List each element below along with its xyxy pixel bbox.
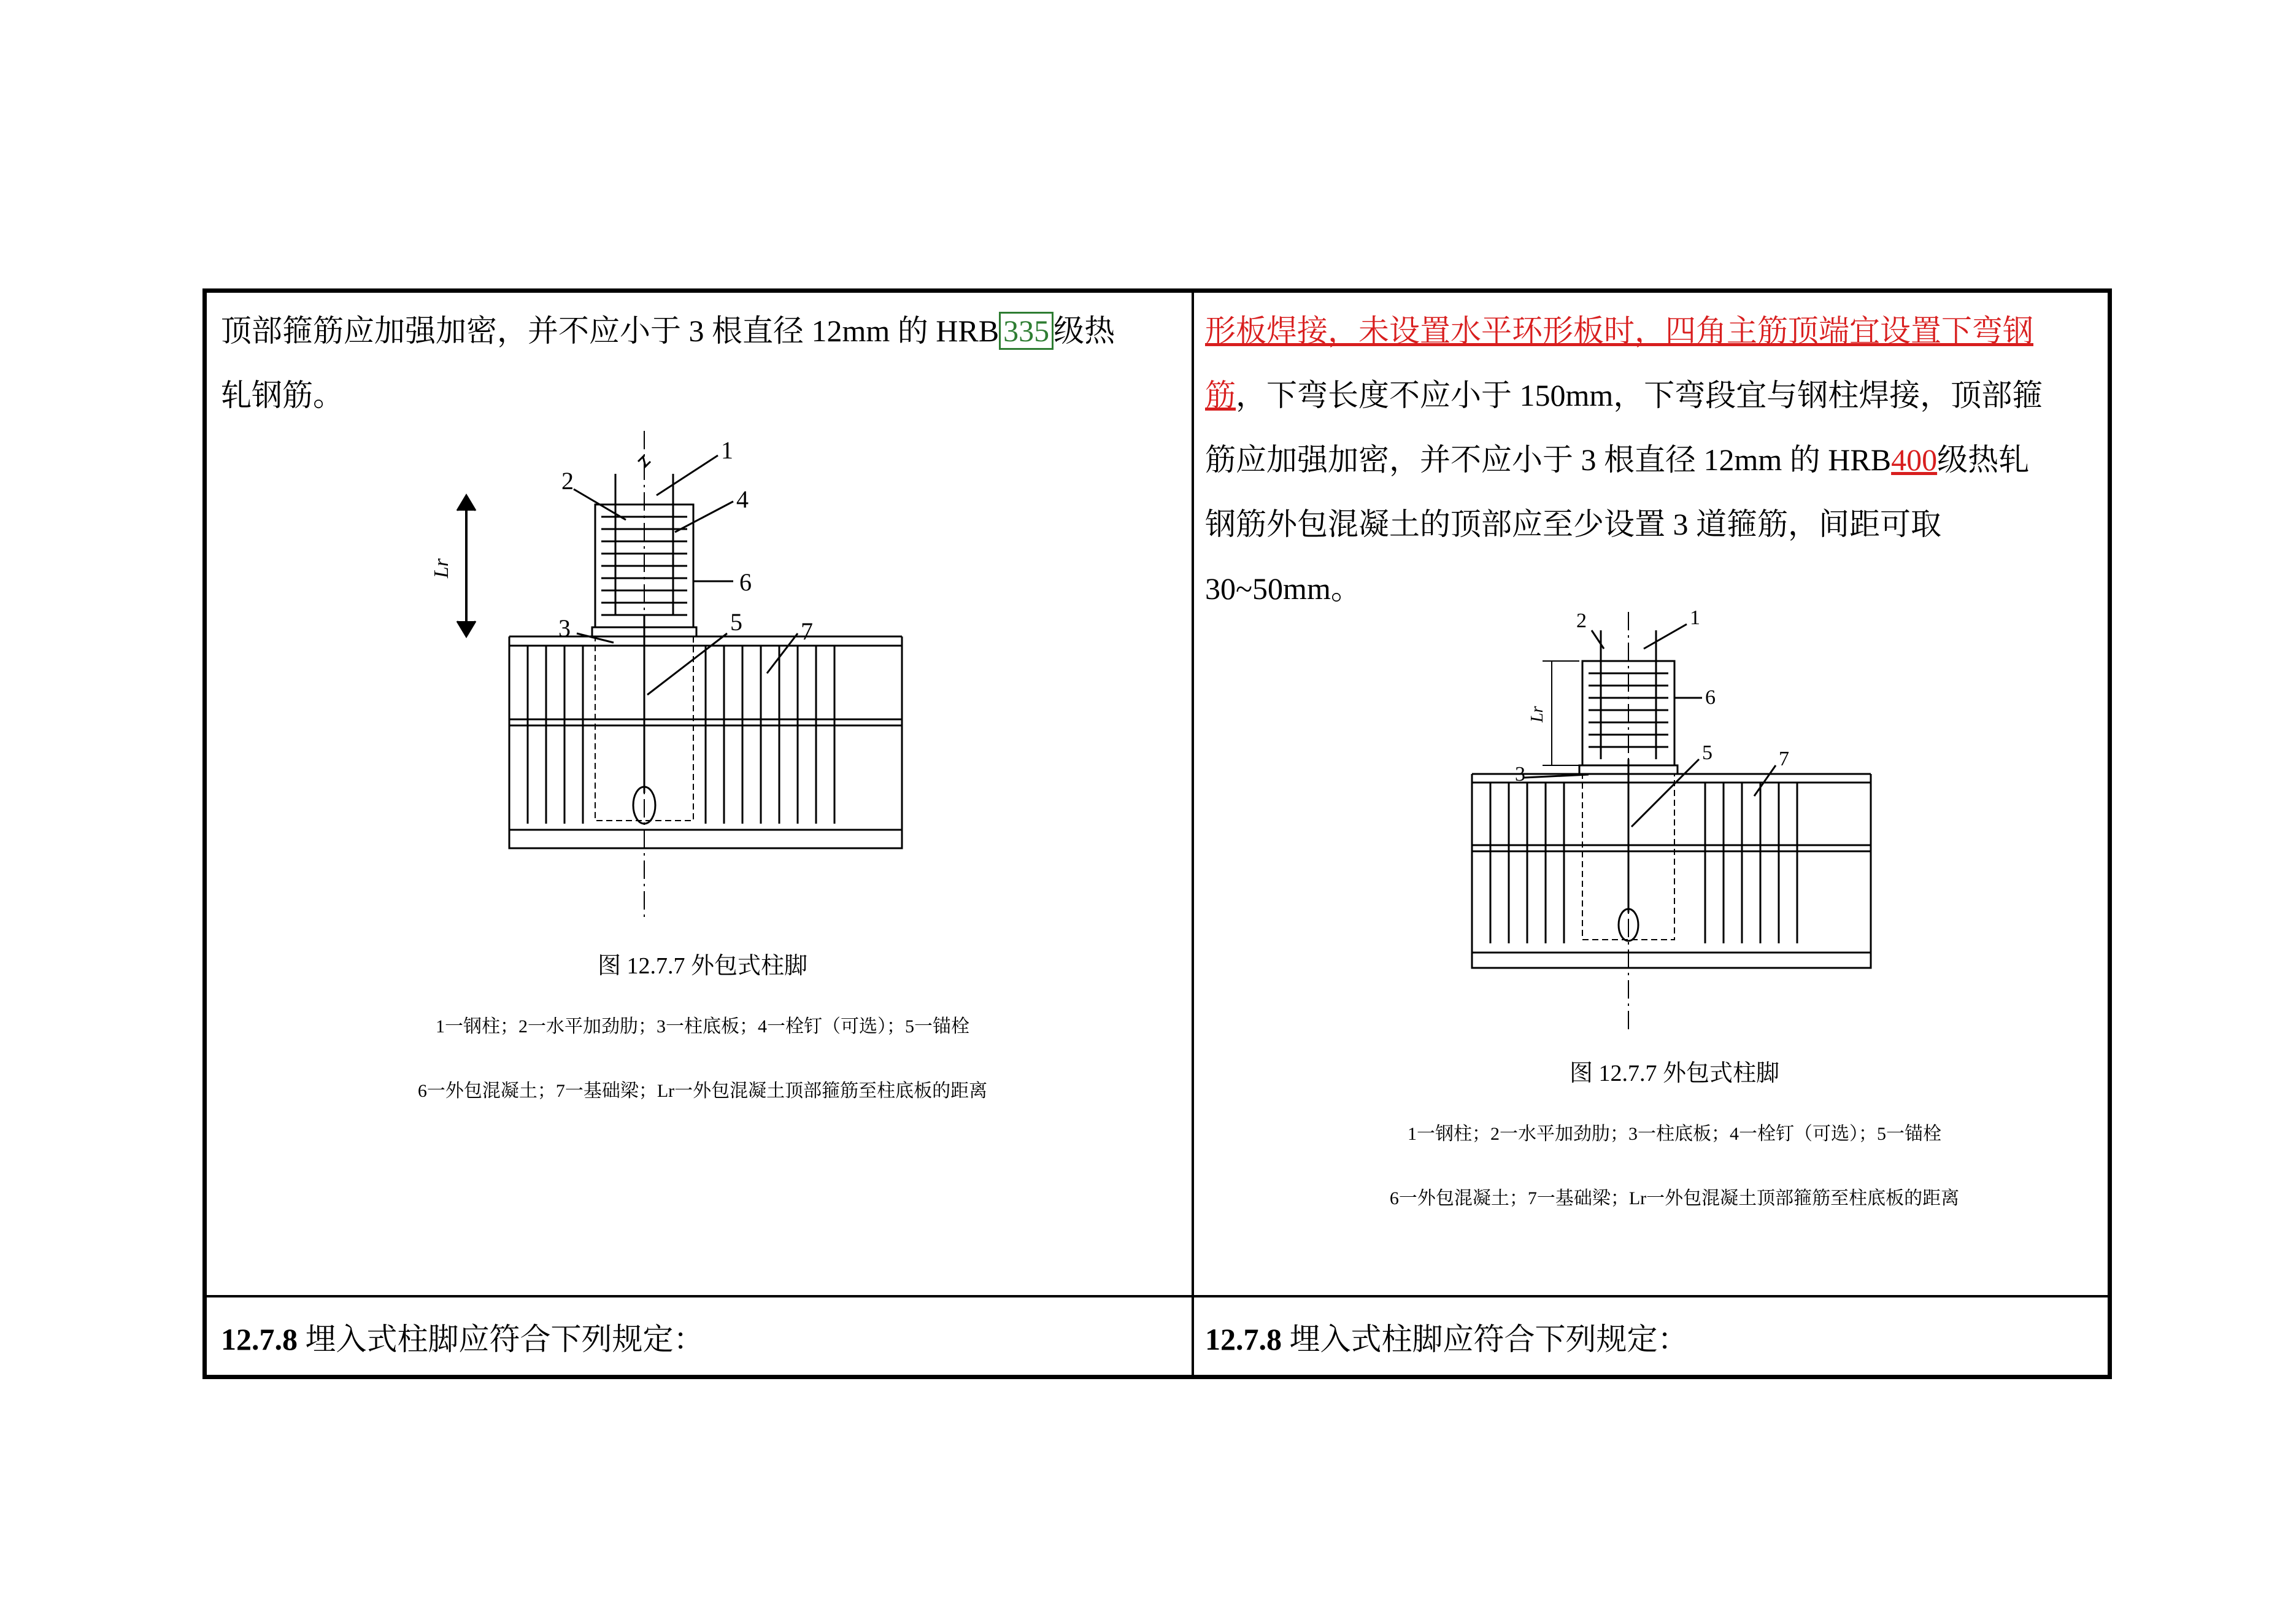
left-figure-legend-1: 1一钢柱；2一水平加劲肋；3一柱底板；4一栓钉（可选）；5一锚栓 — [436, 1016, 969, 1037]
right-figure-legend-2: 6一外包混凝土；7一基础梁；Lr一外包混凝土顶部箍筋至柱底板的距离 — [1389, 1188, 1960, 1208]
left-para-prefix: 顶部箍筋应加强加密，并不应小于 3 根直径 12mm 的 HRB — [221, 314, 1000, 348]
fig-r-label-5: 5 — [1702, 741, 1712, 764]
right-paragraph — [1205, 299, 2107, 621]
fig-label-4: 4 — [736, 485, 749, 513]
left-figure-legend-2: 6一外包混凝土；7一基础梁；Lr一外包混凝土顶部箍筋至柱底板的距离 — [417, 1081, 988, 1101]
left-footer-clause — [221, 1315, 704, 1359]
left-para-suffix: 级热 — [1054, 314, 1115, 348]
right-line3-suffix: 级热轧 — [1937, 443, 2030, 477]
right-clause-text: 埋入式柱脚应符合下列规定： — [1289, 1322, 1689, 1356]
left-para-line2: 轧钢筋。 — [221, 378, 344, 412]
fig-r-label-7: 7 — [1779, 748, 1789, 770]
right-red-line2: 筋 — [1205, 378, 1236, 412]
fig-label-5: 5 — [730, 608, 742, 636]
fig-lr-label: Lr — [430, 558, 453, 578]
column-divider — [1192, 293, 1194, 1375]
fig-label-1: 1 — [721, 436, 733, 464]
left-clause-number: 12.7.8 — [221, 1322, 298, 1356]
right-line4: 钢筋外包混凝土的顶部应至少设置 3 道箍筋，间距可取 — [1205, 507, 1941, 541]
left-clause-text: 埋入式柱脚应符合下列规定： — [305, 1322, 704, 1356]
right-figure-caption: 图 12.7.7 外包式柱脚 — [1569, 1061, 1779, 1086]
fig-r-label-6: 6 — [1705, 686, 1716, 709]
left-cell — [221, 293, 1184, 1101]
fig-label-6: 6 — [739, 568, 752, 596]
left-grade-highlight: 335 — [999, 312, 1054, 350]
fig-r-lr-label: Lr — [1528, 706, 1547, 722]
right-cell — [1205, 293, 2107, 1208]
right-line5: 30~50mm。 — [1205, 571, 1362, 606]
left-column-base-figure — [430, 431, 920, 922]
fig-label-3: 3 — [558, 614, 571, 642]
right-column-base-figure — [1472, 606, 1871, 1029]
right-clause-number: 12.7.8 — [1205, 1322, 1282, 1356]
fig-r-label-3: 3 — [1515, 763, 1525, 786]
fig-label-7: 7 — [801, 617, 813, 645]
comparison-table — [202, 288, 2112, 1379]
right-line3-prefix: 筋应加强加密，并不应小于 3 根直径 12mm 的 HRB — [1205, 443, 1892, 477]
fig-label-2: 2 — [561, 467, 574, 495]
left-paragraph — [221, 299, 1184, 428]
right-red-line1: 形板焊接，未设置水平环形板时，四角主筋顶端宜设置下弯钢 — [1205, 314, 2033, 348]
left-figure-caption: 图 12.7.7 外包式柱脚 — [597, 953, 807, 979]
row-divider — [207, 1295, 2108, 1297]
right-figure-legend-1: 1一钢柱；2一水平加劲肋；3一柱底板；4一栓钉（可选）；5一锚栓 — [1408, 1124, 1941, 1144]
right-grade-highlight: 400 — [1891, 443, 1938, 477]
right-line2-rest: ，下弯长度不应小于 150mm，下弯段宜与钢柱焊接，顶部箍 — [1236, 378, 2043, 412]
right-footer-clause — [1205, 1315, 1689, 1359]
fig-r-label-1: 1 — [1690, 606, 1700, 629]
fig-r-label-2: 2 — [1576, 609, 1587, 632]
